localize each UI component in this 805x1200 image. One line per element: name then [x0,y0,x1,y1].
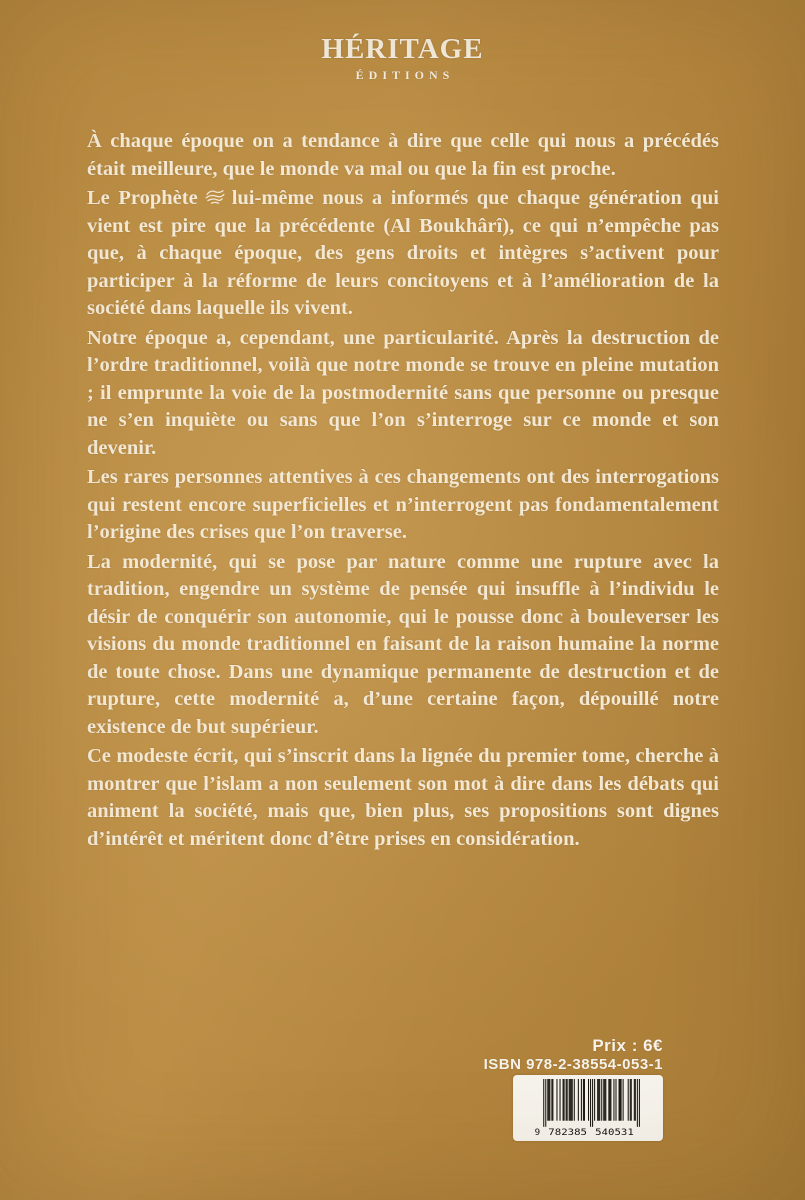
svg-text:782385: 782385 [548,1127,587,1137]
paragraph-2-lead: Le Prophète [87,187,198,209]
synopsis-paragraph-5: La modernité, qui se pose par nature comme une rupture avec la tradition, engendre un système de pensée qui insuffle à l’individu le désir de conquérir son autonomie, qui le pousse donc à bouleverser les visions du monde traditionnel en faisant de la raison humaine la norme de toute chose. Dans une dynamique permanente de destruction et de rupture, cette modernité a, d’une certaine façon, dépouillé notre existence de but supérieur. [87,550,719,738]
synopsis-paragraph-1: À chaque époque on a tendance à dire que celle qui nous a précédés était meilleure, que le monde va mal ou que la fin est proche. [87,130,719,180]
back-cover-synopsis [87,128,719,855]
publisher-logo [0,35,805,83]
svg-text:9: 9 [534,1127,541,1137]
synopsis-paragraph-3: Notre époque a, cependant, une particularité. Après la destruction de l’ordre traditionnel, voilà que notre monde se trouve en pleine mutation ; il emprunte la voie de la postmodernité sans que personne ou presque ne s’en inquiète ou sans que l’on s’interroge sur ce monde et son devenir. [87,326,719,459]
paragraph-2-body: lui-même nous a informés que chaque génération qui vient est pire que la précédente (Al Boukhârî), ce qui n’empêche pas que, à chaque époque, des gens droits et intègres s’activent pour participer à la réforme de leurs concitoyens et à l’amélioration de la société dans laquelle ils vivent. [87,187,719,319]
price-label: Prix : 6€ [592,1036,663,1055]
barcode-bars [517,1079,659,1137]
publisher-name: HÉRITAGE [321,33,484,65]
svg-text:540531: 540531 [595,1127,634,1137]
synopsis-paragraph-4: Les rares personnes attentives à ces changements ont des interrogations qui restent encore superficielles et n’interrogent pas fondamentalement l’origine des crises que l’on traverse. [87,466,719,543]
synopsis-paragraph-6: Ce modeste écrit, qui s’inscrit dans la lignée du premier tome, cherche à montrer que l’islam a non seulement son mot à dire dans les débats qui animent la société, mais que, bien plus, ses propositions sont dignes d’intérêt et méritent donc d’être prises en considération. [87,745,719,850]
prophet-honorific-icon [204,186,226,202]
publisher-subtitle: ÉDITIONS [355,68,455,82]
synopsis-paragraph-2 [87,185,719,323]
isbn-label: ISBN 978-2-38554-053-1 [483,1056,663,1073]
barcode [513,1075,663,1141]
